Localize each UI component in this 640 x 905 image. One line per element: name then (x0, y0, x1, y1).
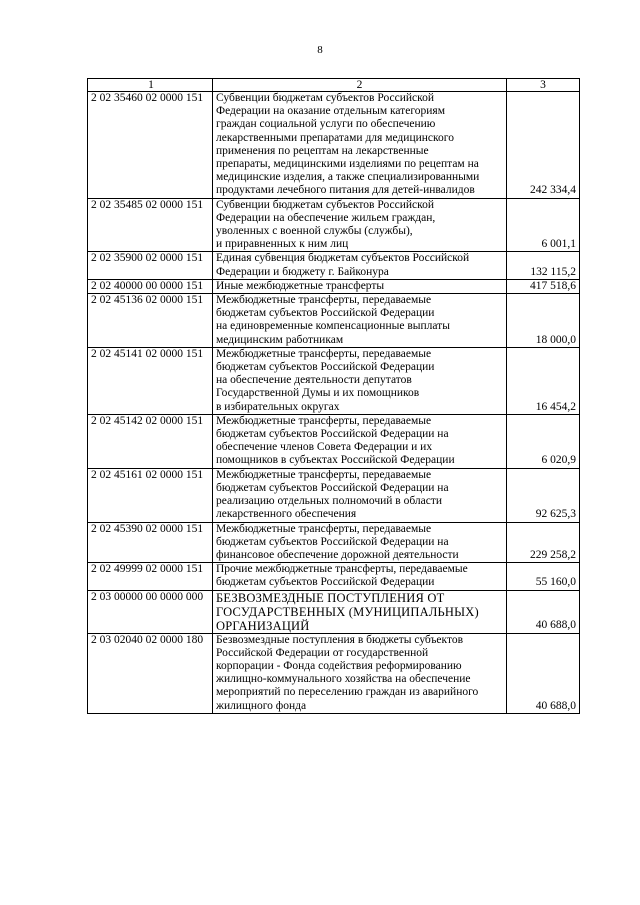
description-line: Прочие межбюджетные трансферты, передаваемые (216, 563, 468, 576)
description-line: лекарственными препаратами для медицинского (216, 131, 454, 144)
table-row (88, 92, 580, 199)
table-row (88, 347, 580, 414)
description-line: Федерации и бюджету г. Байконура (216, 265, 389, 278)
revenue-code: 2 02 45142 02 0000 151 (88, 414, 213, 468)
column-header-1: 1 (88, 79, 213, 92)
description-line: Межбюджетные трансферты, передаваемые (216, 294, 432, 307)
amount: 132 115,2 (507, 252, 580, 279)
description-line: бюджетам субъектов Российской Федерации на (216, 481, 449, 494)
table-row (88, 522, 580, 563)
description-line: в избирательных округах (216, 400, 340, 413)
revenue-code: 2 02 49999 02 0000 151 (88, 563, 213, 590)
revenue-code: 2 02 45141 02 0000 151 (88, 347, 213, 414)
table-row (88, 198, 580, 252)
description-line: реализацию отдельных полномочий в области (216, 495, 443, 508)
description-line: бюджетам субъектов Российской Федерации (216, 576, 435, 589)
description-line: БЕЗВОЗМЕЗДНЫЕ ПОСТУПЛЕНИЯ ОТ (216, 590, 445, 605)
amount: 18 000,0 (507, 294, 580, 348)
revenue-code: 2 02 40000 00 0000 151 (88, 279, 213, 293)
amount: 16 454,2 (507, 347, 580, 414)
revenue-description (213, 633, 507, 713)
table-row (88, 414, 580, 468)
description-line: Федерации на обеспечение жильем граждан, (216, 211, 436, 224)
description-line: Субвенции бюджетам субъектов Российской (216, 92, 435, 104)
description-line: на единовременные компенсационные выплаты (216, 320, 450, 333)
amount: 92 625,3 (507, 468, 580, 522)
amount: 242 334,4 (507, 92, 580, 199)
amount: 6 001,1 (507, 198, 580, 252)
page-number: 8 (317, 44, 323, 56)
budget-revenue-table (87, 78, 580, 714)
description-line: применения по рецептам на лекарственные (216, 144, 429, 157)
description-line: Иные межбюджетные трансферты (216, 279, 385, 292)
revenue-code: 2 02 45390 02 0000 151 (88, 522, 213, 563)
table-row (88, 252, 580, 279)
description-line: и приравненных к ним лиц (216, 238, 349, 251)
description-line: Субвенции бюджетам субъектов Российской (216, 198, 435, 211)
table-row (88, 279, 580, 293)
description-line: медицинские изделия, а также специализированными (216, 171, 480, 184)
description-line: препараты, медицинскими изделиями по рецептам на (216, 158, 479, 171)
description-line: медицинским работникам (216, 333, 344, 346)
revenue-description (213, 198, 507, 252)
table-row (88, 563, 580, 590)
description-line: помощников в субъектах Российской Федерации (216, 454, 455, 467)
amount: 40 688,0 (507, 633, 580, 713)
description-line: уволенных с военной службы (службы), (216, 225, 413, 238)
description-line: Российской Федерации от государственной (216, 646, 429, 659)
description-line: Государственной Думы и их помощников (216, 387, 420, 400)
column-header-2: 2 (213, 79, 507, 92)
description-line: обеспечение членов Совета Федерации и их (216, 441, 433, 454)
table-row (88, 633, 580, 713)
description-line: Единая субвенция бюджетам субъектов Российской (216, 252, 470, 265)
revenue-description (213, 468, 507, 522)
revenue-description (213, 252, 507, 279)
description-line: финансовое обеспечение дорожной деятельности (216, 548, 459, 561)
description-line: бюджетам субъектов Российской Федерации на (216, 535, 449, 548)
amount: 417 518,6 (507, 279, 580, 293)
revenue-code: 2 02 35460 02 0000 151 (88, 92, 213, 199)
revenue-description (213, 294, 507, 348)
description-line: Межбюджетные трансферты, передаваемые (216, 347, 432, 360)
revenue-description (213, 279, 507, 293)
revenue-code: 2 02 35900 02 0000 151 (88, 252, 213, 279)
description-line: Межбюджетные трансферты, передаваемые (216, 468, 432, 481)
description-line: ГОСУДАРСТВЕННЫХ (МУНИЦИПАЛЬНЫХ) (216, 604, 479, 619)
column-header-3: 3 (507, 79, 580, 92)
description-line: ОРГАНИЗАЦИЙ (216, 618, 310, 633)
revenue-description (213, 414, 507, 468)
revenue-description (213, 590, 507, 633)
amount: 55 160,0 (507, 563, 580, 590)
description-line: граждан социальной услуги по обеспечению (216, 118, 436, 131)
description-line: Безвозмездные поступления в бюджеты субъектов (216, 633, 464, 646)
description-line: Межбюджетные трансферты, передаваемые (216, 522, 432, 535)
description-line: бюджетам субъектов Российской Федерации на (216, 428, 449, 441)
revenue-code: 2 02 35485 02 0000 151 (88, 198, 213, 252)
description-line: корпорации - Фонда содействия реформированию (216, 659, 462, 672)
description-line: лекарственного обеспечения (216, 508, 357, 521)
revenue-code: 2 02 45136 02 0000 151 (88, 294, 213, 348)
table-row (88, 468, 580, 522)
amount: 229 258,2 (507, 522, 580, 563)
amount: 6 020,9 (507, 414, 580, 468)
revenue-code: 2 03 00000 00 0000 000 (88, 590, 213, 633)
revenue-description (213, 522, 507, 563)
description-line: на обеспечение деятельности депутатов (216, 374, 412, 387)
description-line: мероприятий по переселению граждан из аварийного (216, 686, 479, 699)
revenue-description (213, 92, 507, 199)
table-row (88, 590, 580, 633)
description-line: Федерации на оказание отдельным категориям (216, 105, 445, 118)
revenue-description (213, 563, 507, 590)
description-line: бюджетам субъектов Российской Федерации (216, 361, 435, 374)
description-line: жилищного фонда (216, 699, 307, 712)
revenue-code: 2 02 45161 02 0000 151 (88, 468, 213, 522)
description-line: Межбюджетные трансферты, передаваемые (216, 414, 432, 427)
table-header-row (88, 79, 580, 92)
amount: 40 688,0 (507, 590, 580, 633)
table-row (88, 294, 580, 348)
description-line: жилищно-коммунального хозяйства на обеспечение (216, 673, 471, 686)
revenue-code: 2 03 02040 02 0000 180 (88, 633, 213, 713)
description-line: продуктами лечебного питания для детей-инвалидов (216, 184, 475, 197)
revenue-description (213, 347, 507, 414)
description-line: бюджетам субъектов Российской Федерации (216, 307, 435, 320)
